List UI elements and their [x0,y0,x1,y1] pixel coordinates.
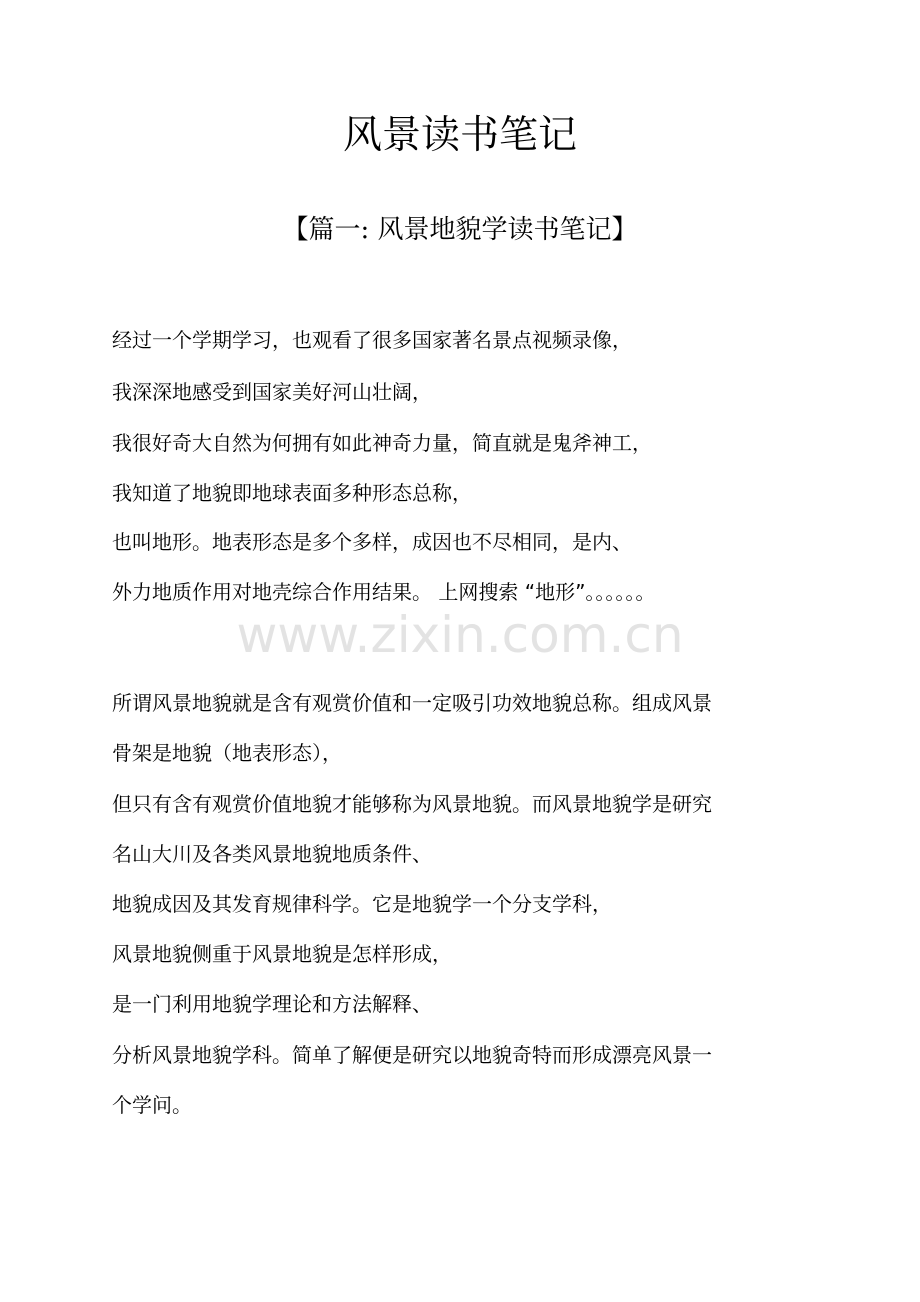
text-line: 地貌成因及其发育规律科学。它是地貌学一个分支学科， [112,892,612,916]
text-line: 但只有含有观赏价值地貌才能够称为风景地貌。而风景地貌学是研究 [112,792,712,816]
document-title: 风景读书笔记 [342,113,577,158]
text-line: 也叫地形。地表形态是多个多样，成因也不尽相同，是内、 [112,530,632,554]
text-line: 骨架是地貌（地表形态）， [112,741,342,765]
text-line: 我知道了地貌即地球表面多种形态总称， [112,481,472,505]
text-line: 分析风景地貌学科。简单了解便是研究以地貌奇特而形成漂亮风景一 [112,1043,712,1067]
text-line: 外力地质作用对地壳综合作用结果。 上网搜索 “地形”。。。。。。 [112,580,656,604]
text-line: 所谓风景地貌就是含有观赏价值和一定吸引功效地貌总称。组成风景 [112,691,712,715]
text-line: 风景地貌侧重于风景地貌是怎样形成， [112,942,452,966]
text-line: 我很好奇大自然为何拥有如此神奇力量，简直就是鬼斧神工， [112,431,652,455]
text-line: 我深深地感受到国家美好河山壮阔， [112,380,432,404]
text-line: 名山大川及各类风景地貌地质条件、 [112,842,432,866]
section-heading: 【篇一: 风景地貌学读书笔记】 [282,215,638,245]
text-line: 经过一个学期学习，也观看了很多国家著名景点视频录像， [112,328,632,352]
text-line: 个学问。 [112,1093,192,1117]
watermark: www.zixin.com.cn [236,606,684,664]
text-line: 是一门利用地貌学理论和方法解释、 [112,992,432,1016]
